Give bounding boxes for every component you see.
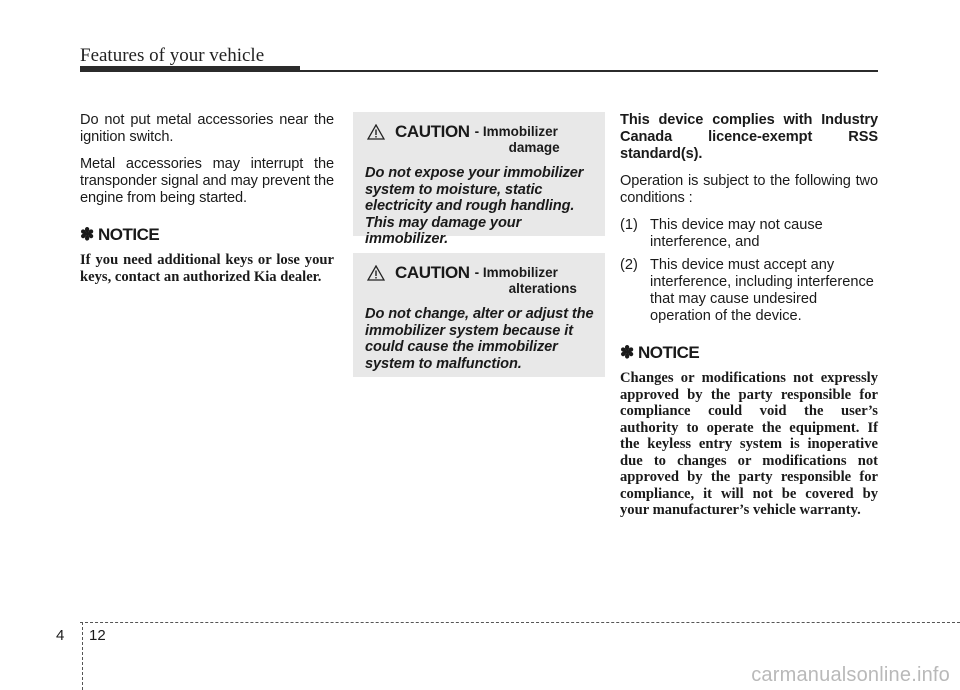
caution-label: CAUTION — [395, 263, 470, 282]
column-right — [620, 112, 878, 519]
section-number: 4 — [56, 627, 65, 644]
industry-canada-compliance: This device complies with Industry Canada licence-exempt RSS standard(s). — [620, 112, 878, 162]
caution-box-alterations — [353, 253, 605, 377]
notice-heading: ✽ NOTICE — [620, 343, 700, 362]
caution-subtitle-line1: - Immobilizer — [474, 124, 558, 139]
header-rule-thin — [300, 70, 878, 72]
condition-text: This device must accept any interference, including interference that may cause undesired operation of the device. — [650, 257, 874, 324]
notice-heading: ✽ NOTICE — [80, 225, 160, 244]
metal-accessories-explanation: Metal accessories may interrupt the transponder signal and may prevent the engine from being started. — [80, 156, 334, 206]
caution-box-damage — [353, 112, 605, 247]
metal-accessories-warning: Do not put metal accessories near the ignition switch. — [80, 112, 334, 145]
caution-subtitle-line1: - Immobilizer — [474, 265, 558, 280]
notice-body-keys: If you need additional keys or lose your keys, contact an authorized Kia dealer. — [80, 252, 334, 285]
caution-body-damage: Do not expose your immobilizer system to moisture, static electricity and rough handling. This may damage your immobilizer. — [365, 165, 584, 247]
caution-label: CAUTION — [395, 122, 470, 141]
column-left — [80, 112, 334, 285]
condition-number: (1) — [620, 217, 638, 233]
page-number: 12 — [89, 627, 106, 644]
watermark: carmanualsonline.info — [751, 664, 950, 686]
condition-number: (2) — [620, 257, 638, 273]
condition-list-item — [620, 257, 878, 325]
page-header-title: Features of your vehicle — [80, 45, 265, 66]
caution-body-alterations: Do not change, alter or adjust the immobilizer system because it could cause the immobilizer system to malfunction. — [365, 306, 594, 372]
operation-conditions-intro: Operation is subject to the following two conditions : — [620, 173, 878, 206]
caution-subtitle-line2: alterations — [508, 281, 577, 296]
condition-list-item — [620, 217, 878, 251]
caution-header — [365, 122, 595, 156]
condition-text: This device may not cause interference, and — [650, 217, 823, 250]
caution-header — [365, 263, 595, 297]
warning-triangle-icon — [367, 124, 385, 140]
notice-body-modifications: Changes or modifications not expressly approved by the party responsible for compliance could void the user’s authority to operate the equipment. If the keyless entry system is inoperative due to changes or modifications not approved by the party responsible for compliance, it will not be covered by your manufacturer’s vehicle warranty. — [620, 370, 878, 518]
caution-subtitle — [475, 263, 577, 297]
header-rule-thick — [80, 66, 300, 72]
caution-subtitle — [475, 122, 560, 156]
footer-rule — [80, 622, 960, 623]
warning-triangle-icon — [367, 265, 385, 281]
caution-subtitle-line2: damage — [508, 140, 560, 155]
footer-divider — [82, 622, 83, 690]
